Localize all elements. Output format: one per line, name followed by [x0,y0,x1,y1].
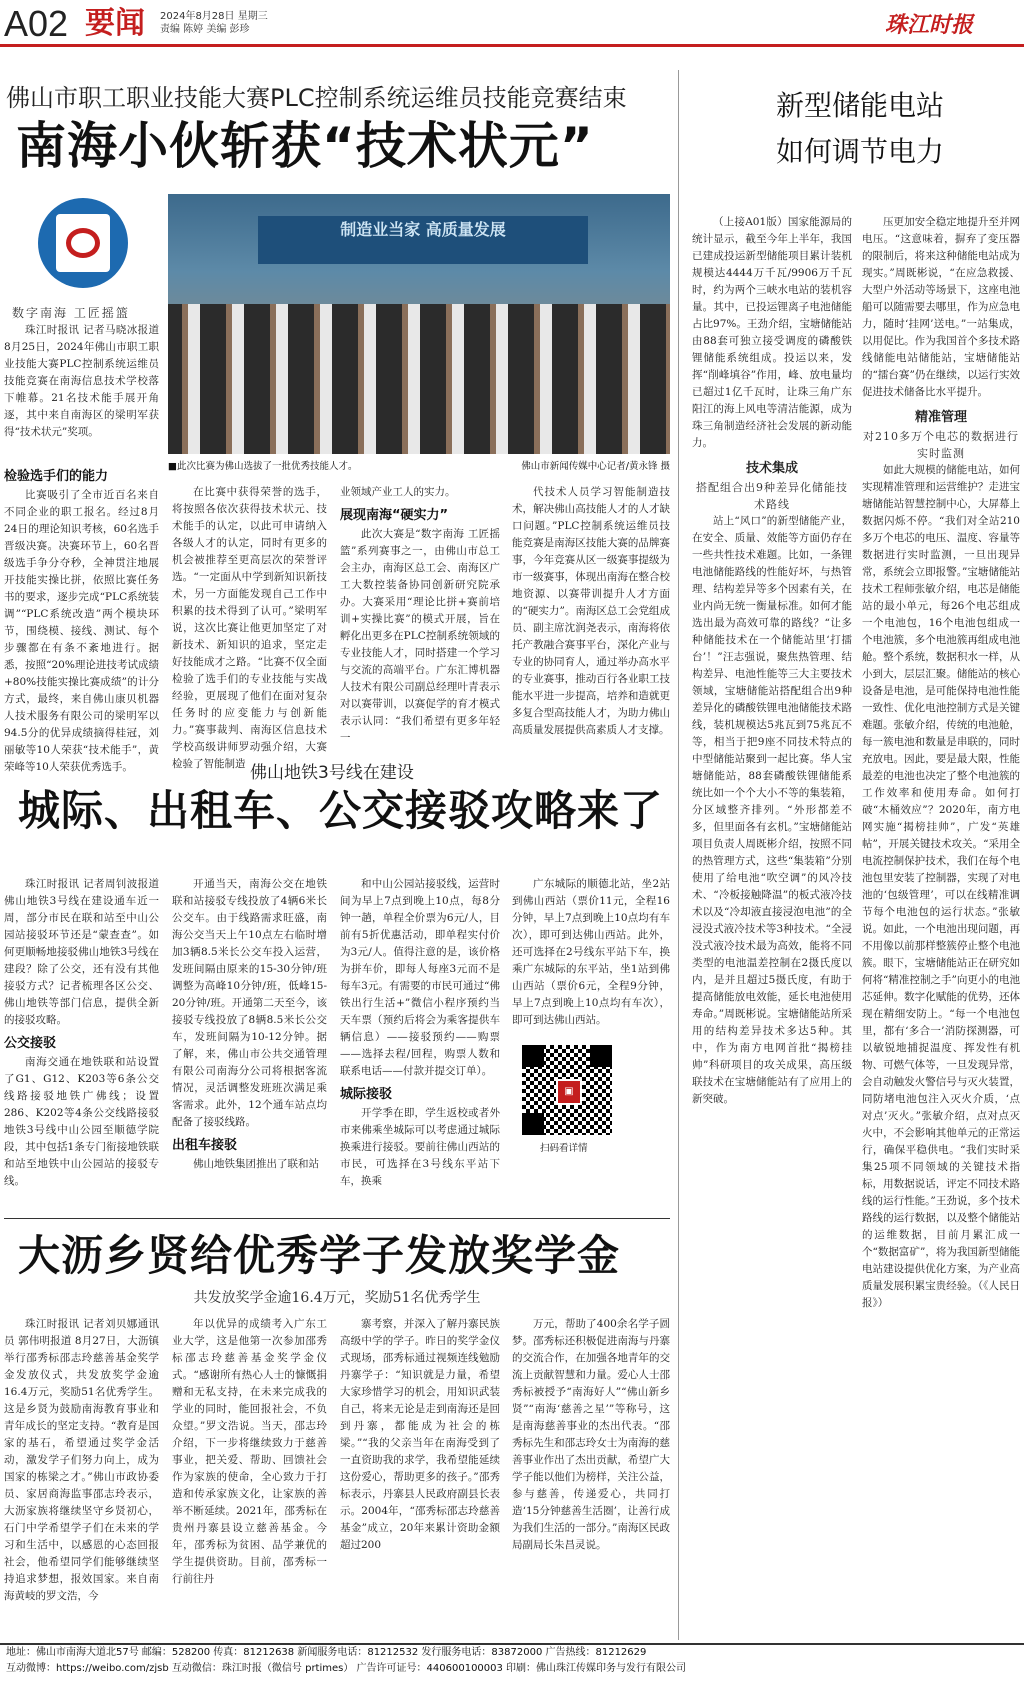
story2-sub2: 出租车接驳 [172,1138,238,1153]
story3-col3-text: 寨考察，并深入了解丹寨民族高级中学的学子。昨日的奖学金仪式现场，邵秀标通过视频连线勉励丹寨学子：“知识就是力量，希望大家珍惜学习的机会，用知识武装自己，将来无论是走到南海还是回到丹寨，都能成为社会的栋梁。”“我的父亲当年在南海受到了一直资助我的求学，我希望能延续这份爱心，帮助更多的孩子。”邵秀标表示，丹寨县人民政府副县长表示。2004年，“邵秀标邵志玲慈善基金”成立，20年来累计资助金额超过200 [340,1318,500,1551]
story2-kicker: 佛山地铁3号线在建设 [250,763,414,783]
date-text: 2024年8月28日 星期三 [160,11,268,22]
footer [0,1643,1024,1681]
photo-caption-row [168,458,670,472]
story3-col4 [512,1316,670,1636]
story2-col4 [512,876,670,1041]
right-col2b-text: 如此大规模的储能电站，如何实现精准管理和运营维护？走进宝塘储能站智慧控制中心，大屏幕上数据闪烁不停。“我们对全站210多万个电芯的电压、温度、容量等数据进行实时监测，一旦出现异常，系统会立即报警。”宝塘储能站技术工程师张敏介绍，电芯是储能站的最小单元，每26个电芯组成一个电池包，16个电池包组成一个电池簇，多个电池簇再组成电池舱。整个系统，数据积水一样，从小到大，层层汇聚。储能站的核心设备是电池，是可能保持电池性能一致性、优化电池控制方式是关键难题。张敏介绍，传统的电池舱，每一簇电池和数量是串联的，同时充放电。因此，要是最大限，性能最差的电池也决定了整个电池簇的工作效率和使用寿命。如何打破“木桶效应”？2020年，南方电网实施“揭榜挂帅”，广发“英雄帖”，开展关键技术攻关。“采用全电流控制保护技术，我们在每个电池包里安装了控制器，实现了对电池的‘包级管理’，可以在线精准调节每个电池包的运行状态。”张敏说。如此，一个电池出现问题，再不用像以前那样整簇停止整个电池簇。眼下，宝塘储能站正在研究如何将“精准控制之手”向更小的电池芯延伸。数字化赋能的优势，还体现在精细安防上。“每一个电池包里，都有‘多合一’消防探测器，可以敏锐地捕捉温度、挥发性有机物、可燃气体等，一旦发现异常，会自动触发火警信号与灭火装置，同防堵电池包注入灭火介质，‘点对点’灭火。”张敏介绍，点对点灭火中，不会影响其他单元的正常运行，确保平稳供电。“我们实时采集25项不同领域的关键技术指标，用数据说话，评定不同技术路线的运行性能。”王劲说，多个技术路线的运行数据，以及整个储能站的运维数据，目前月累汇成一个“数据富矿”，将为我国新型储能电站建设提供优化方案，为产业高质量发展积累宝贵经验。（《人民日报》） [862,464,1020,1309]
story2-col1-text: 珠江时报讯 记者周钊波报道 佛山地铁3号线在建设通车近一周，部分市民在联和站至中山公园站接驳环节还是“蒙查查”。如何更顺畅地接驳佛山地铁3号线在建段？除了公交，还有没有其他接驳方式？记者梳理各区公交、佛山地铁等部门信息，提供全新的接驳攻略。 [4,878,159,1026]
column-divider [678,70,679,1640]
story1-photo [168,194,670,454]
editors-text: 责编 陈婷 美编 彭珍 [160,24,250,35]
story2-col4-text: 广东城际的顺德北站，坐2站到佛山西站（票价11元，全程16分钟，早上7点到晚上10点均有车次），即可到达佛山西站。此外，还可选择在2号线东平站下车，换乘广东城际的东平站，坐1站到佛山西站（票价6元，全程9分钟，早上7点到晚上10点均有车次），即可到达佛山西站。 [512,878,670,1026]
story2-col3-text: 和中山公园站接驳线，运营时间为早上7点到晚上10点，每8分钟一趟，单程全价票为6元/人，目前有5折优惠活动，即单程实付价为3元/人。值得注意的是，该价格为拼车价，即每人每座3元而不是每车3元。有需要的市民可通过“佛铁出行生活+”微信小程序预约当天车票（预约后将会为乘客提供车辆信息）——接驳预约——购票——选择去程/回程，购票人数和联系电话——付款并提交订单）。 [340,878,500,1077]
paper-logo: 珠江时报 [885,13,974,38]
masthead-rule [0,44,1024,47]
right-sub2: 精准管理 [914,410,967,425]
story1-headline: 南海小伙斩获“技术状元” [16,117,594,175]
story1-sub1: 检验选手们的能力 [4,469,109,484]
story2-col1b-text: 南海交通在地铁联和站设置了G1、G12、K203等6条公交线路接驳地铁广佛线；设置286、K202等4条公交线路接驳地铁3号线中山公园至顺德学院段，其中包括1条专门衔接地铁联和站至地铁中山公园站的接驳专线。 [4,1056,159,1187]
logo-icon-core [66,228,100,258]
story3-divider [4,1218,670,1219]
story2-sub1: 公交接驳 [4,1036,57,1051]
section-title: 要闻 [85,6,145,41]
right-col2-text: 压更加安全稳定地提升至并网电压。“这意味着，摒弃了变压器的限制后，将来这种储能电站成为现实。”周既彬说，“在应急救援、大型户外活动等场景下，这座电池船可以随需要去哪里，作为应急电力，随时‘挂网’送电。”一站集成，以用促比。作为我国首个多技术路线储能电站储能站，宝塘储能站的“擂台赛”仍在继续，以运行实效促进技术储备比水平提升。 [862,216,1020,398]
right-sub1: 技术集成 [745,461,798,476]
story3-col2 [172,1316,327,1636]
story3-headline: 大沥乡贤给优秀学子发放奖学金 [18,1231,621,1280]
story2-col1 [4,876,159,1206]
story2-headline: 城际、出租车、公交接驳攻略来了 [18,786,664,835]
story2-col3 [340,876,500,1206]
story1-col3a-text: 业领域产业工人的实力。 [340,486,456,498]
right-col1-text: （上接A01版）国家能源局的统计显示，截至今年上半年，我国已建成投运新型储能项目累计装机规模达4444万千瓦/9906万千瓦时，约为两个三峡水电站的装机容量。其中，已投运锂离子电池储能占比97%。王劲介绍，宝塘储能站由88套可独立接受调度的磷酸铁锂储能系统组成。投运以来，发挥“削峰填谷”作用，峰、放电量均已超过1亿千瓦时，让珠三角广东阳江的海上风电等清洁能源，成为珠三角制造经济社会发展的新动能力。 [692,216,852,449]
logo-text: 数字南海 工匠摇篮 [12,306,130,320]
qr-badge-icon: ▣ [556,1079,582,1105]
story1-col1 [4,462,159,773]
story3-col3 [340,1316,500,1636]
right-headline-1: 新型储能电站 [776,89,945,122]
photo-caption: ■此次比赛为佛山选拔了一批优秀技能人才。 [168,461,358,472]
story1-lead [4,322,159,457]
story2-col2 [172,876,327,1206]
right-col1b-text: 站上“风口”的新型储能产业，在安全、质量、效能等方面仍存在一些共性技术难题。比如，一条锂电池储能路线的性能好坏，与热管理、结构差异等多个因素有关，在业内尚无统一衡量标准。如何才能选出最为高效可靠的路线？“让多种储能技术在一个储能站里‘打擂台’！”汪志强说，聚焦热管理、结构差异、电池性能等三大主要技术领域，宝塘储能站搭配组合出9种差异化的磷酸铁锂电池储能技术路线，装机规模达5兆瓦到75兆瓦不等，相当于把9座不同技术特点的中型储能站聚到一起比赛。华人宝塘储能站，88套磷酸铁锂储能系统比如一个个大小不等的集装箱，分区域整齐排列。“外形都差不多，但里面各有玄机。”宝塘储能站项目负责人周既彬介绍，按照不同的热管理方式，这些“集装箱”分别使用了给电池“吹空调”的风冷技术、“冷板接触降温”的板式液冷技术以及“冷却液直接浸泡电池”的全浸没式液冷技术等3种技术。“全浸没式液冷技术最为高效，能将不同类型的电池温差控制在2摄氏度以内，是并且超过5摄氏度，有助于提高储能放电效能，延长电池使用寿命。”周既彬说。宝塘储能站所采用的结构差异技术多达5种。其中，作为南方电网首批“揭榜挂帅”科研项目的攻关成果，高压级联技术在宝塘储能站有了应用上的新突破。 [692,515,852,1105]
story1-col2 [172,484,327,770]
story1-kicker: 佛山市职工职业技能大赛PLC控制系统运维员技能竞赛结束 [6,84,627,112]
story2-col2-text: 开通当天，南海公交在地铁联和站接驳专线投放了4辆6米长公交车。由于线路需求旺盛，南海公交当天上午10点左右临时增加3辆8.5米长公交车投入运营，发班间隔由原来的15-30分钟/班调整为高峰10分钟/班，低峰15-20分钟/班。开通第二天至今，该接驳专线投放了8辆8.5米长公交车，发班间隔为10-12分钟。据了解，来，佛山市公共交通管理有限公司南海分公司将根据客流情况，灵活调整发班班次满足乘客需求。此外，12个通车站点均配备了接驳线路。 [172,878,327,1128]
footer-line-1: 地址：佛山市南海大道北57号 邮编：528200 传真：81212638 新闻服务电话：81212532 发行服务电话：83872000 广告热线：81212629 [6,1647,647,1658]
story3-deck: 共发放奖学金逾16.4万元，奖励51名优秀学生 [193,1290,481,1306]
qr-caption: 扫码看详情 [540,1143,588,1154]
right-col1 [692,214,852,1636]
story2-col3b-text: 开学季在即，学生返校或者外市来佛乘坐城际可以考虑通过城际换乘进行接驳。要前往佛山西站的市民，可选择在3号线东平站下车，换乘 [340,1107,500,1187]
story3-col2-text: 年以优异的成绩考入广东工业大学，这是他第一次参加邵秀标邵志玲慈善基金奖学金仪式。“感谢所有热心人士的慷慨捐赠和无私支持，在未来完成我的学业的同时，能回报社会，不负众望。”罗文浩说。当天，邵志玲介绍，下一步将继续致力于慈善事业，把关爱、帮助、回馈社会作为家族的使命，全心致力于打造和传承家族文化，让家族的善举不断延续。2021年，邵秀标在贵州丹寨县设立慈善基金。今年，邵秀标为贫困、品学兼优的学生提供资助。目前，邵秀标一行前往丹 [172,1318,327,1585]
story3-col1 [4,1316,159,1636]
story1-col4 [512,484,670,752]
story2-sub3: 城际接驳 [340,1087,393,1102]
story1-col1-text: 比赛吸引了全市近百名来自不同企业的职工报名。经过8月24日的理论知识考核，60名选手晋级决赛。决赛环节上，60名晋级选手争分夺秒，全神贯注地展开技能实操比拼，依照比赛任务书的要求，逐步完成“PLC系统装调”“PLC系统改造”两个模块环节，围绕模、接线、测试、每个步骤都在有条不紊地进行。据悉，按照“20%理论进技考试成绩+80%技能实操比赛成绩”的计分方式，最终，来自佛山康贝机器人技术服务有限公司的梁明军以94.5分的优异成绩摘得桂冠，刘丽敏等10人荣获“技术能手”，黄荣峰等10人荣获优秀选手。 [4,489,159,773]
story1-lead-text: 珠江时报讯 记者马晓冰报道 8月25日，2024年佛山市职工职业技能大赛PLC控制系统运维员技能竞赛在南海信息技术学校落下帷幕。21名技术能手展开角逐，其中来自南海区的梁明军获得“技术状元”奖项。 [4,324,159,438]
right-deck2: 对210多万个电芯的数据进行实时监测 [863,430,1019,460]
story2-col2b-text: 佛山地铁集团推出了联和站 [193,1158,319,1170]
story1-col3-text: 此次大赛是“数字南海 工匠摇篮”系列赛事之一，由佛山市总工会主办，南海区总工会、南海区广工大数控装备协同创新研究院承办。大赛采用“理论比拼+赛前培训+实操比赛”的模式开展，旨在孵化出更多在PLC控制系统领域的专业技能人才，同时搭建一个学习与交流的高端平台。广东汇博机器人技术有限公司副总经理叶青表示对以赛带训，以赛促学的育才模式表示认同：“我们希望有更多年轻一 [340,528,500,744]
right-headline-2: 如何调节电力 [776,135,945,168]
story1-col2-text: 在比赛中获得荣誉的选手，将按照各依次获得技术状元、技术能手的认定，以此可申请纳入各级人才的认定，同时有更多的机会被推荐至更高层次的荣誉评选。“一定面从中学到新知识新技术，另一方面能发现自己工作中积累的技术得到了认可。”梁明军说，这次比赛让他更加坚定了对新技术、新知识的追求，坚定走好技能成才之路。“比赛不仅全面检验了选手们的专业技能与实战经验，更展现了他们在面对复杂任务时的应变能力与创新能力。”赛事裁判、南海区信息技术学校高级讲师罗动强介绍，大赛检验了智能制造 [172,486,327,770]
story1-col4-text: 代技术人员学习智能制造技术，解决佛山高技能人才的人才缺口问题。”PLC控制系统运维员技能竞赛是南海区技能大赛的品牌赛事，今年竞赛从区一级赛事提级为市一级赛事，体现出南海在整合校地资源、以赛带训提升人才方面的“硬实力”。南海区总工会党组成员、副主席沈润尧表示，南海将依托产教融合赛事平台，深化产业与专业的协同育人，通过举办高水平的专业赛事，推动百行各业职工技能水平进一步提高，培养和造就更多复合型高技能人才，为助力佛山高质量发展提供高素质人才支撑。 [512,486,670,736]
story1-col3 [340,484,500,752]
footer-line-2: 互动微博：https://weibo.com/zjsb 互动微信：珠江时报（微信号 prtimes） 广告许可证号：440600100003 印刷：佛山珠江传媒印务与发行有限公司 [6,1663,687,1674]
photo-banner: 制造业当家 高质量发展 [258,216,588,264]
story3-col1-text: 珠江时报讯 记者刘贝娜通讯员 郭伟明报道 8月27日，大沥镇举行邵秀标邵志玲慈善基金奖学金发放仪式，共发放奖学金逾16.4万元，奖励51名优秀学生。这是乡贤为鼓励南海教育事业和青年成长的坚定支持。“教育是国家的基石，希望通过奖学金活动，激发学子们努力向上，成为国家的栋梁之才。”佛山市政协委员、家居商海监事邵志玲表示，大沥家族将继续坚守乡贤初心，石门中学希望学子们在未来的学习和生活中，以感恩的心态回报社会，他希望同学们能够继续坚持追求梦想，报效国家。来自南海黄岐的罗文浩，今 [4,1318,159,1602]
photo-credit: 佛山市新闻传媒中心记者/黄永锋 摄 [521,461,670,472]
date-line [160,10,268,36]
page-number: A02 [4,3,69,44]
photo-people [168,304,670,454]
story1-sub2: 展现南海“硬实力” [340,508,449,523]
right-deck1: 搭配组合出9种差异化储能技术路线 [696,481,848,511]
right-col2 [862,214,1020,1636]
story3-col4-text: 万元，帮助了400余名学子圆梦。邵秀标还积极促进南海与丹寨的交流合作，在加强各地青年的交流上贡献智慧和力量。爱心人士邵秀标被授予“南海好人”“佛山新乡贤”“南海‘慈善之星’”等称号，这是南海慈善事业的杰出代表。“邵秀标先生和邵志玲女士为南海的慈善事业作出了杰出贡献，希望广大学子能以他们为榜样，关注公益，参与慈善，传递爱心，共同打造‘15分钟慈善生活圈’，让善行成为我们生活的一部分。”南海区民政局副局长朱昌灵说。 [512,1318,670,1551]
